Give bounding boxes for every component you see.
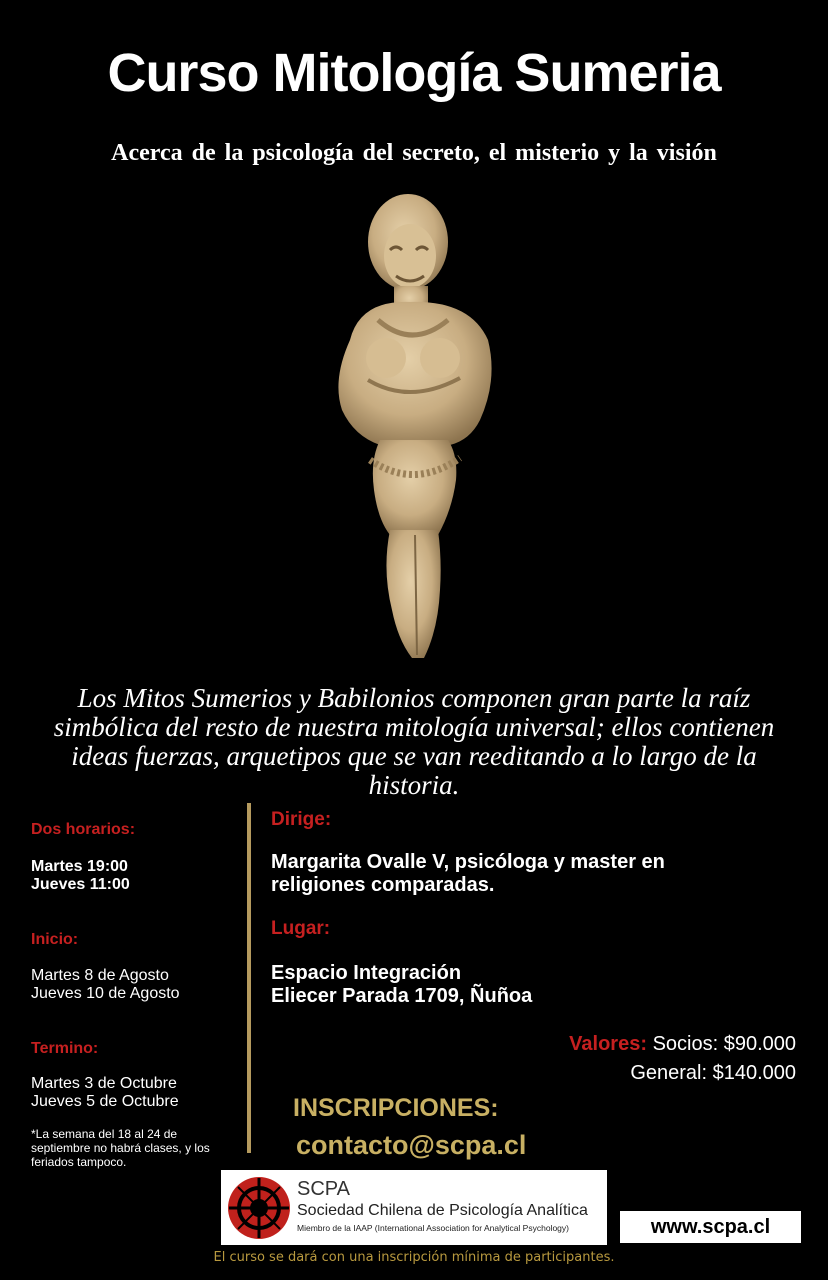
scpa-emblem-icon (227, 1176, 291, 1240)
logo-fullname: Sociedad Chilena de Psicología Analítica (297, 1202, 588, 1219)
horario-2: Jueves 11:00 (31, 876, 130, 893)
footer-note: El curso se dará con una inscripción mínima de participantes. (213, 1250, 615, 1265)
website-link[interactable]: www.scpa.cl (620, 1211, 801, 1243)
termino-label: Termino: (31, 1040, 99, 1057)
valores-block (569, 1030, 796, 1088)
inicio-2: Jueves 10 de Agosto (31, 985, 180, 1002)
lugar-line-2: Eliecer Parada 1709, Ñuñoa (271, 985, 533, 1007)
lugar-line-1: Espacio Integración (271, 962, 462, 984)
lugar-label: Lugar: (271, 918, 331, 939)
dirige-label: Dirige: (271, 809, 332, 830)
logo-member: Miembro de la IAAP (International Association for Analytical Psychology) (297, 1223, 569, 1233)
logo-acronym: SCPA (297, 1178, 350, 1200)
inicio-1: Martes 8 de Agosto (31, 967, 169, 984)
sumerian-figurine-icon (320, 190, 510, 662)
inscripciones-heading: INSCRIPCIONES: (293, 1094, 499, 1122)
column-divider (247, 803, 251, 1153)
valores-label: Valores: (569, 1033, 647, 1055)
schedule-note: *La semana del 18 al 24 de septiembre no habrá clases, y los feriados tampoco. (31, 1127, 210, 1169)
page-title: Curso Mitología Sumeria (107, 43, 721, 103)
horarios-label: Dos horarios: (31, 821, 136, 838)
horario-1: Martes 19:00 (31, 858, 128, 875)
price-general: General: $140.000 (630, 1062, 796, 1084)
termino-1: Martes 3 de Octubre (31, 1075, 177, 1092)
page-subtitle: Acerca de la psicología del secreto, el misterio y la visión (111, 140, 717, 166)
price-socios: Socios: $90.000 (652, 1033, 796, 1055)
contact-email-link[interactable]: contacto@scpa.cl (296, 1130, 527, 1160)
scpa-logo (221, 1170, 607, 1245)
inicio-label: Inicio: (31, 931, 79, 948)
termino-2: Jueves 5 de Octubre (31, 1093, 179, 1110)
dirige-text: Margarita Ovalle V, psicóloga y master en religiones comparadas. (271, 851, 665, 896)
intro-text: Los Mitos Sumerios y Babilonios componen gran parte la raíz simbólica del resto de nuestra mitología universal; ellos contienen ideas fuerzas, arquetipos que se van reeditando a lo largo de la historia. (53, 683, 775, 800)
